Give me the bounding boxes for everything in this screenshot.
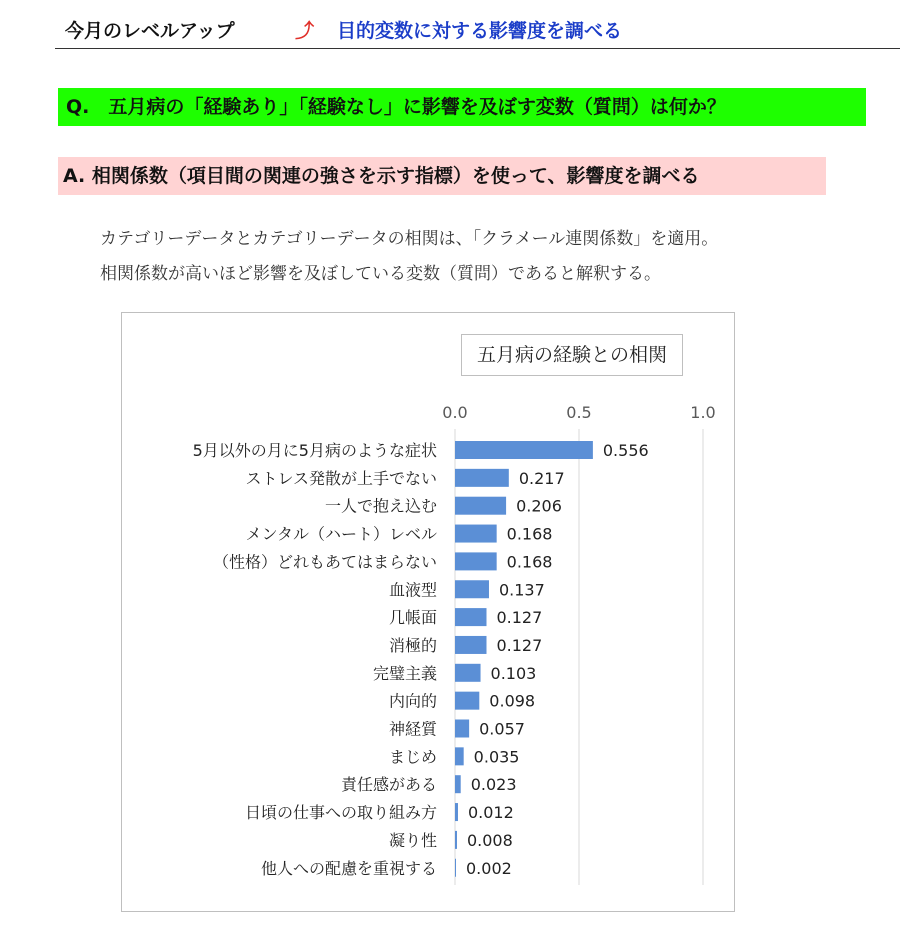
category-label: 他人への配慮を重視する [260,858,437,878]
category-label: ストレス発散が上手でない [245,468,437,488]
section-label: 今月のレベルアップ [65,20,235,42]
chart-frame [121,312,735,912]
bar [455,747,464,765]
bar [455,552,497,570]
bar [455,664,481,682]
data-label: 0.002 [466,858,512,878]
category-label: 責任感がある [340,775,437,795]
data-label: 0.127 [496,635,543,655]
data-label: 0.556 [602,441,649,460]
category-label: 完璧主義 [372,663,437,683]
category-label: 血液型 [388,580,437,600]
data-label: 0.103 [490,663,537,683]
bar [455,469,509,487]
up-arrow-icon: ⤴ [295,20,315,42]
data-label: 0.008 [466,830,513,850]
category-label: 内向的 [388,691,437,711]
bar [455,775,461,793]
bar [455,441,593,459]
data-label: 0.217 [518,468,565,488]
data-label: 0.137 [498,580,545,600]
bar [455,803,458,821]
data-label: 0.098 [489,691,536,711]
answer-box: A. 相関係数（項目間の関連の強さを示す指標）を使って、影響度を調べる [58,157,826,195]
bar [455,497,506,515]
bar [455,525,497,543]
bar [455,859,456,877]
bar [455,720,469,738]
bar-chart [122,313,734,911]
x-tick-label: 0.0 [442,403,468,422]
page-title: 目的変数に対する影響度を調べる [337,20,623,42]
category-label: 消極的 [388,635,437,655]
category-label: 一人で抱え込む [324,496,437,516]
category-label: メンタル（ハート）レベル [245,524,437,544]
category-label: 日頃の仕事への取り組み方 [244,803,437,823]
category-label: 几帳面 [388,608,437,628]
data-label: 0.012 [467,803,514,823]
bar [455,831,457,849]
bar [455,608,486,626]
x-tick-label: 0.5 [566,403,592,422]
chart-title: 五月病の経験との相関 [461,334,683,376]
data-label: 0.168 [506,524,553,544]
category-label: 5月以外の月に5月病のような症状 [192,441,437,460]
data-label: 0.023 [470,775,517,795]
bar [455,580,489,598]
category-label: （性格）どれもあてはまらない [212,552,437,572]
bar [455,692,479,710]
data-label: 0.127 [496,608,543,628]
data-label: 0.206 [516,496,562,516]
x-tick-label: 1.0 [690,403,716,422]
page-header [55,12,900,49]
data-label: 0.035 [473,747,520,767]
description-line-2: 相関係数が高いほど影響を及ぼしている変数（質問）であると解釈する。 [100,264,661,284]
bar [455,636,486,654]
description-line-1: カテゴリーデータとカテゴリーデータの相関は、「クラメール連関係数」を適用。 [100,229,719,249]
data-label: 0.057 [479,719,525,739]
question-box: Q. 五月病の「経験あり」「経験なし」に影響を及ぼす変数（質問）は何か？ [58,88,866,126]
category-label: まじめ [388,747,437,767]
category-label: 神経質 [388,719,437,739]
data-label: 0.168 [506,552,553,572]
category-label: 凝り性 [388,830,437,850]
